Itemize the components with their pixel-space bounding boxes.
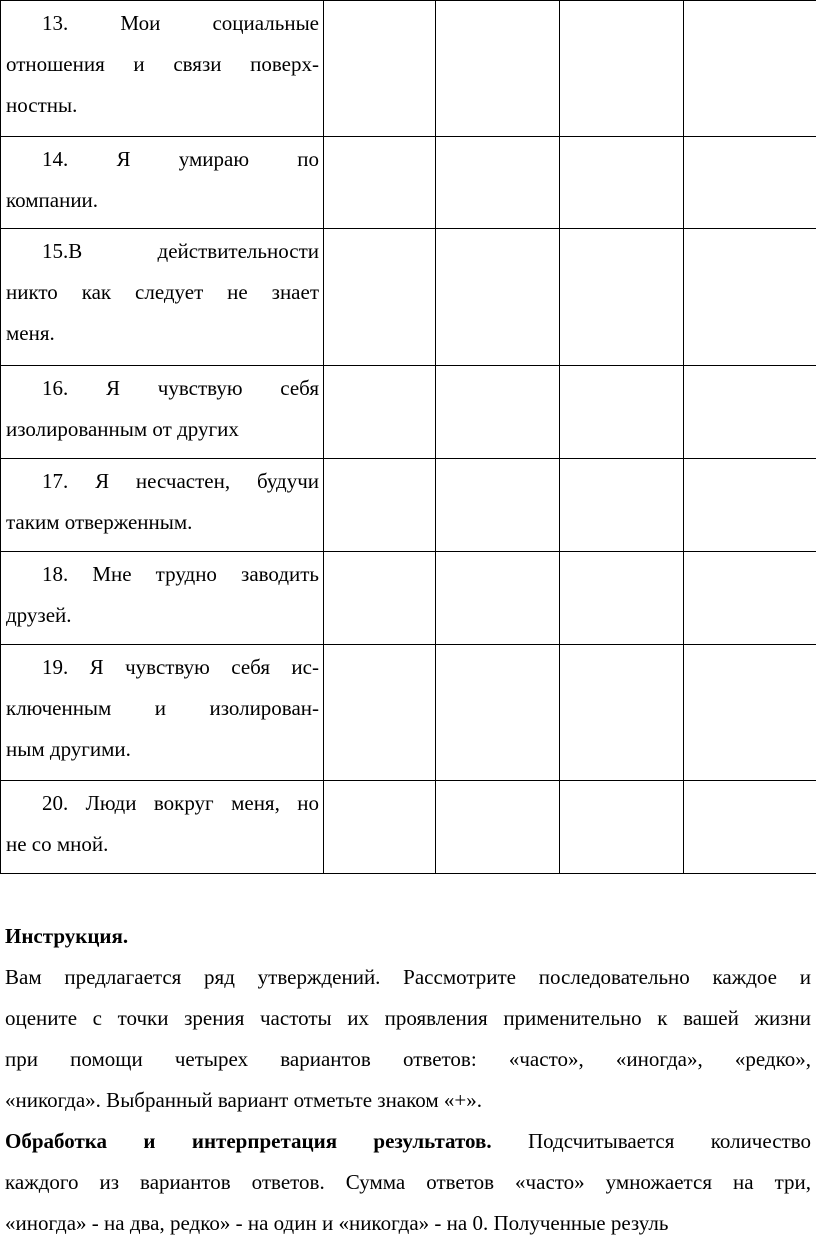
answer-cell[interactable]: [324, 645, 436, 781]
answer-cell[interactable]: [684, 459, 816, 552]
answer-cell[interactable]: [436, 229, 560, 366]
answer-cell[interactable]: [436, 459, 560, 552]
question-line: 15.В действительности: [42, 239, 319, 263]
question-line: изолированным от других: [6, 417, 239, 441]
answer-cell[interactable]: [436, 645, 560, 781]
answer-cell[interactable]: [560, 1, 684, 137]
question-cell: [1, 137, 324, 229]
question-line: друзей.: [6, 603, 72, 627]
question-cell: [1, 1, 324, 137]
instruction-text: [5, 957, 811, 1121]
question-line: никто как следует не знает: [6, 280, 319, 304]
question-cell: [1, 645, 324, 781]
instruction-line: «никогда». Выбранный вариант отметьте знаком «+».: [5, 1088, 483, 1112]
answer-cell[interactable]: [560, 645, 684, 781]
answer-cell[interactable]: [560, 229, 684, 366]
instruction-section: [5, 916, 811, 1121]
answer-cell[interactable]: [684, 229, 816, 366]
answer-cell[interactable]: [684, 781, 816, 874]
question-line: не со мной.: [6, 832, 109, 856]
question-cell: [1, 366, 324, 459]
answer-cell[interactable]: [560, 781, 684, 874]
answer-cell[interactable]: [684, 645, 816, 781]
answer-cell[interactable]: [560, 137, 684, 229]
question-line: меня.: [6, 321, 55, 345]
answer-cell[interactable]: [436, 366, 560, 459]
question-line: ключенным и изолирован-: [6, 696, 319, 720]
processing-text: [5, 1121, 811, 1244]
question-cell: [1, 229, 324, 366]
answer-cell[interactable]: [324, 1, 436, 137]
question-line: ностны.: [6, 93, 78, 117]
question-cell: [1, 459, 324, 552]
answer-cell[interactable]: [436, 781, 560, 874]
processing-section: [5, 1121, 811, 1244]
table-row: [1, 366, 816, 459]
answer-cell[interactable]: [560, 366, 684, 459]
table-row: [1, 459, 816, 552]
table-row: [1, 645, 816, 781]
answer-cell[interactable]: [324, 781, 436, 874]
question-line: 16. Я чувствую себя: [42, 376, 319, 400]
question-line: 13. Мои социальные: [42, 11, 319, 35]
answer-cell[interactable]: [436, 137, 560, 229]
answer-cell[interactable]: [324, 137, 436, 229]
table-row: [1, 137, 816, 229]
question-line: 19. Я чувствую себя ис-: [42, 655, 319, 679]
processing-line: «иногда» - на два, редко» - на один и «никогда» - на 0. Полученные резуль: [5, 1211, 669, 1235]
instruction-line: оцените с точки зрения частоты их проявления применительно к вашей жизни: [5, 1006, 811, 1030]
answer-cell[interactable]: [436, 1, 560, 137]
answer-cell[interactable]: [324, 366, 436, 459]
table-row: [1, 552, 816, 645]
question-line: 17. Я несчастен, будучи: [42, 469, 319, 493]
table-row: [1, 781, 816, 874]
question-line: отношения и связи поверх-: [6, 52, 319, 76]
answer-cell[interactable]: [684, 552, 816, 645]
question-cell: [1, 552, 324, 645]
instruction-heading: Инструкция.: [5, 924, 129, 948]
question-line: 20. Люди вокруг меня, но: [42, 791, 319, 815]
instruction-line: Вам предлагается ряд утверждений. Рассмотрите последовательно каждое и: [5, 965, 811, 989]
answer-cell[interactable]: [324, 552, 436, 645]
instruction-line: при помощи четырех вариантов ответов: «часто», «иногда», «редко»,: [5, 1047, 811, 1071]
question-line: 18. Мне трудно заводить: [42, 562, 319, 586]
answer-cell[interactable]: [324, 459, 436, 552]
processing-first-line-rest: Подсчитывается количество: [527, 1129, 811, 1153]
answer-cell[interactable]: [560, 459, 684, 552]
answer-cell[interactable]: [436, 552, 560, 645]
processing-heading: Обработка и интерпретация результатов.: [5, 1129, 492, 1153]
question-line: компании.: [6, 188, 99, 212]
table-row: [1, 229, 816, 366]
question-line: ным другими.: [6, 737, 131, 761]
answer-cell[interactable]: [684, 1, 816, 137]
answer-cell[interactable]: [324, 229, 436, 366]
question-line: таким отверженным.: [6, 510, 193, 534]
answer-cell[interactable]: [684, 137, 816, 229]
answer-cell[interactable]: [560, 552, 684, 645]
question-cell: [1, 781, 324, 874]
processing-line: каждого из вариантов ответов. Сумма ответов «часто» умножается на три,: [5, 1170, 811, 1194]
question-line: 14. Я умираю по: [42, 147, 319, 171]
table-row: [1, 1, 816, 137]
processing-first-line: [5, 1121, 811, 1162]
answer-cell[interactable]: [684, 366, 816, 459]
